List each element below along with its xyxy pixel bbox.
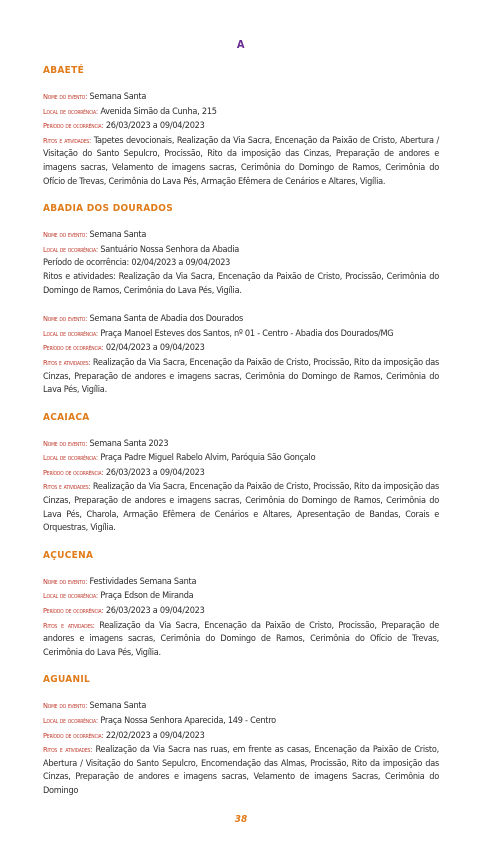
label-ritos: Ritos e atividades: xyxy=(43,357,91,367)
event-local: Praça Edson de Miranda xyxy=(100,591,194,602)
event-ritos-line xyxy=(43,356,439,398)
event-ritos: Realização da Via Sacra, Encenação da Paixão de Cristo, Procissão, Preparação de andores e imagens sacras, Cerimônia do Domingo de Ramos, Cerimônia do Ofício de Trevas, Cerimônia do Lava Pés, Vigília. xyxy=(43,620,439,658)
city-heading: ABAETÉ xyxy=(43,65,85,76)
event-ritos-line xyxy=(43,619,439,661)
event-entry xyxy=(43,575,439,661)
label-nome: Nome do evento: xyxy=(43,576,88,586)
event-ritos-line xyxy=(43,743,439,798)
label-periodo: Período de ocorrência: xyxy=(43,606,104,616)
event-periodo-line xyxy=(43,119,439,134)
event-local: Praça Manoel Esteves dos Santos, nº 01 - Centro - Abadia dos Dourados/MG xyxy=(100,328,394,339)
event-periodo-line xyxy=(43,729,439,744)
event-local: Santuário Nossa Senhora da Abadia xyxy=(100,244,240,255)
event-local-line xyxy=(43,714,439,729)
event-local: Praça Padre Miguel Rabelo Alvim, Paróquia São Gonçalo xyxy=(100,453,316,464)
event-name: Semana Santa de Abadia dos Dourados xyxy=(89,314,244,325)
event-name: Festividades Semana Santa xyxy=(89,576,197,587)
event-local-line xyxy=(43,589,439,604)
label-ritos: Ritos e atividades: xyxy=(43,482,91,492)
event-name: Semana Santa 2023 xyxy=(89,438,169,449)
label-nome: Nome do evento: xyxy=(43,701,88,711)
event-ritos-line xyxy=(43,480,439,535)
city-heading: ACAIACA xyxy=(43,411,90,423)
event-periodo: 26/03/2023 a 09/04/2023 xyxy=(105,121,205,132)
label-periodo: Período de ocorrência: xyxy=(43,343,104,353)
event-periodo-line: Período de ocorrência: 02/04/2023 a 09/04/2023 xyxy=(43,258,231,269)
label-nome: Nome do evento: xyxy=(43,230,88,240)
label-local: Local de ocorrência: xyxy=(43,244,98,254)
event-entry xyxy=(43,699,439,798)
event-periodo-line xyxy=(43,341,439,356)
label-periodo: Período de ocorrência: xyxy=(43,730,104,740)
label-nome: Nome do evento: xyxy=(43,438,88,448)
section-letter: A xyxy=(236,38,246,51)
event-ritos-line: Ritos e atividades: Realização da Via Sacra, Encenação da Paixão de Cristo, Procissão, Cerimônia do Domingo de Ramos, Cerimônia do Lava Pés, Vigília. xyxy=(43,271,439,296)
event-local: Avenida Simão da Cunha, 215 xyxy=(100,106,217,117)
label-local: Local de ocorrência: xyxy=(43,591,98,601)
event-ritos: Realização da Via Sacra, Encenação da Paixão de Cristo, Procissão, Rito da imposição das Cinzas, Preparação de andores e imagens sacras, Cerimônia do Domingo de Ramos, Cerimônia do Lava Pés, Charola, Armação Efêmera de Cenários e Altares, Apresentação de Bandas, Corais e Orquestras, Vigília. xyxy=(43,482,439,534)
city-heading: AÇUCENA xyxy=(43,549,94,561)
event-local: Praça Nossa Senhora Aparecida, 149 - Centro xyxy=(100,716,276,726)
event-ritos-line xyxy=(43,134,439,189)
event-periodo: 22/02/2023 a 09/04/2023 xyxy=(105,730,205,741)
event-periodo-line xyxy=(43,604,439,619)
event-name-line xyxy=(43,228,439,243)
label-local: Local de ocorrência: xyxy=(43,453,98,463)
label-ritos: Ritos e atividades: xyxy=(43,135,92,145)
event-periodo: 26/03/2023 a 09/04/2023 xyxy=(105,467,205,478)
event-ritos: Realização da Via Sacra, Encenação da Paixão de Cristo, Procissão, Rito da imposição das Cinzas, Preparação de andores e imagens sacras, Cerimônia do Domingo de Ramos, Cerimônia do Lava Pés, Vigília. xyxy=(43,357,439,396)
page-content xyxy=(43,38,439,813)
event-periodo: 02/04/2023 a 09/04/2023 xyxy=(105,343,205,354)
event-periodo: 26/03/2023 a 09/04/2023 xyxy=(105,606,205,617)
event-name: Semana Santa xyxy=(89,701,147,712)
event-local-line xyxy=(43,105,439,120)
event-local-line xyxy=(43,243,439,258)
label-local: Local de ocorrência: xyxy=(43,328,98,338)
event-local-line xyxy=(43,327,439,342)
event-entry xyxy=(43,90,439,189)
event-local-line xyxy=(43,451,439,466)
event-name: Semana Santa xyxy=(89,92,147,102)
label-nome: Nome do evento: xyxy=(43,314,88,324)
label-periodo: Período de ocorrência: xyxy=(43,467,104,477)
event-entry xyxy=(43,437,439,536)
label-local: Local de ocorrência: xyxy=(43,106,98,116)
city-heading: ABADIA DOS DOURADOS xyxy=(43,203,174,215)
event-name-line xyxy=(43,312,439,327)
event-entry xyxy=(43,312,439,398)
event-name-line xyxy=(43,699,439,714)
event-ritos: Realização da Via Sacra nas ruas, em frente as casas, Encenação da Paixão de Cristo, Abertura / Visitação do Santo Sepulcro, Encomendação das Almas, Procissão, Rito da imposição das Cinzas, Preparação de andores e imagens sacras, Velamento de imagens Sacras, Cerimônia do Domingo xyxy=(43,745,439,796)
event-ritos: Tapetes devocionais, Realização da Via Sacra, Encenação da Paixão de Cristo, Abertura / Visitação do Santo Sepulcro, Procissão, Rito da imposição das Cinzas, Preparação de andores e imagens sacras, Velamento de imagens sacras, Cerimônia do Domingo de Ramos, Cerimônia do Ofício de Trevas, Cerimônia do Lava Pés, Armação Efêmera de Cenários e Altares, Vigília. xyxy=(43,135,439,187)
event-name: Semana Santa xyxy=(89,230,147,241)
label-nome: Nome do evento: xyxy=(43,92,88,101)
label-periodo: Período de ocorrência: xyxy=(43,121,104,131)
label-ritos: Ritos e atividades: xyxy=(43,745,93,755)
event-periodo-line xyxy=(43,466,439,481)
event-name-line xyxy=(43,575,439,590)
event-entry xyxy=(43,228,439,298)
event-name-line xyxy=(43,90,439,105)
label-ritos: Ritos e atividades: xyxy=(43,620,95,630)
page-number: 38 xyxy=(234,814,248,825)
label-local: Local de ocorrência: xyxy=(43,716,98,725)
city-heading: AGUANIL xyxy=(43,674,91,686)
event-name-line xyxy=(43,437,439,452)
